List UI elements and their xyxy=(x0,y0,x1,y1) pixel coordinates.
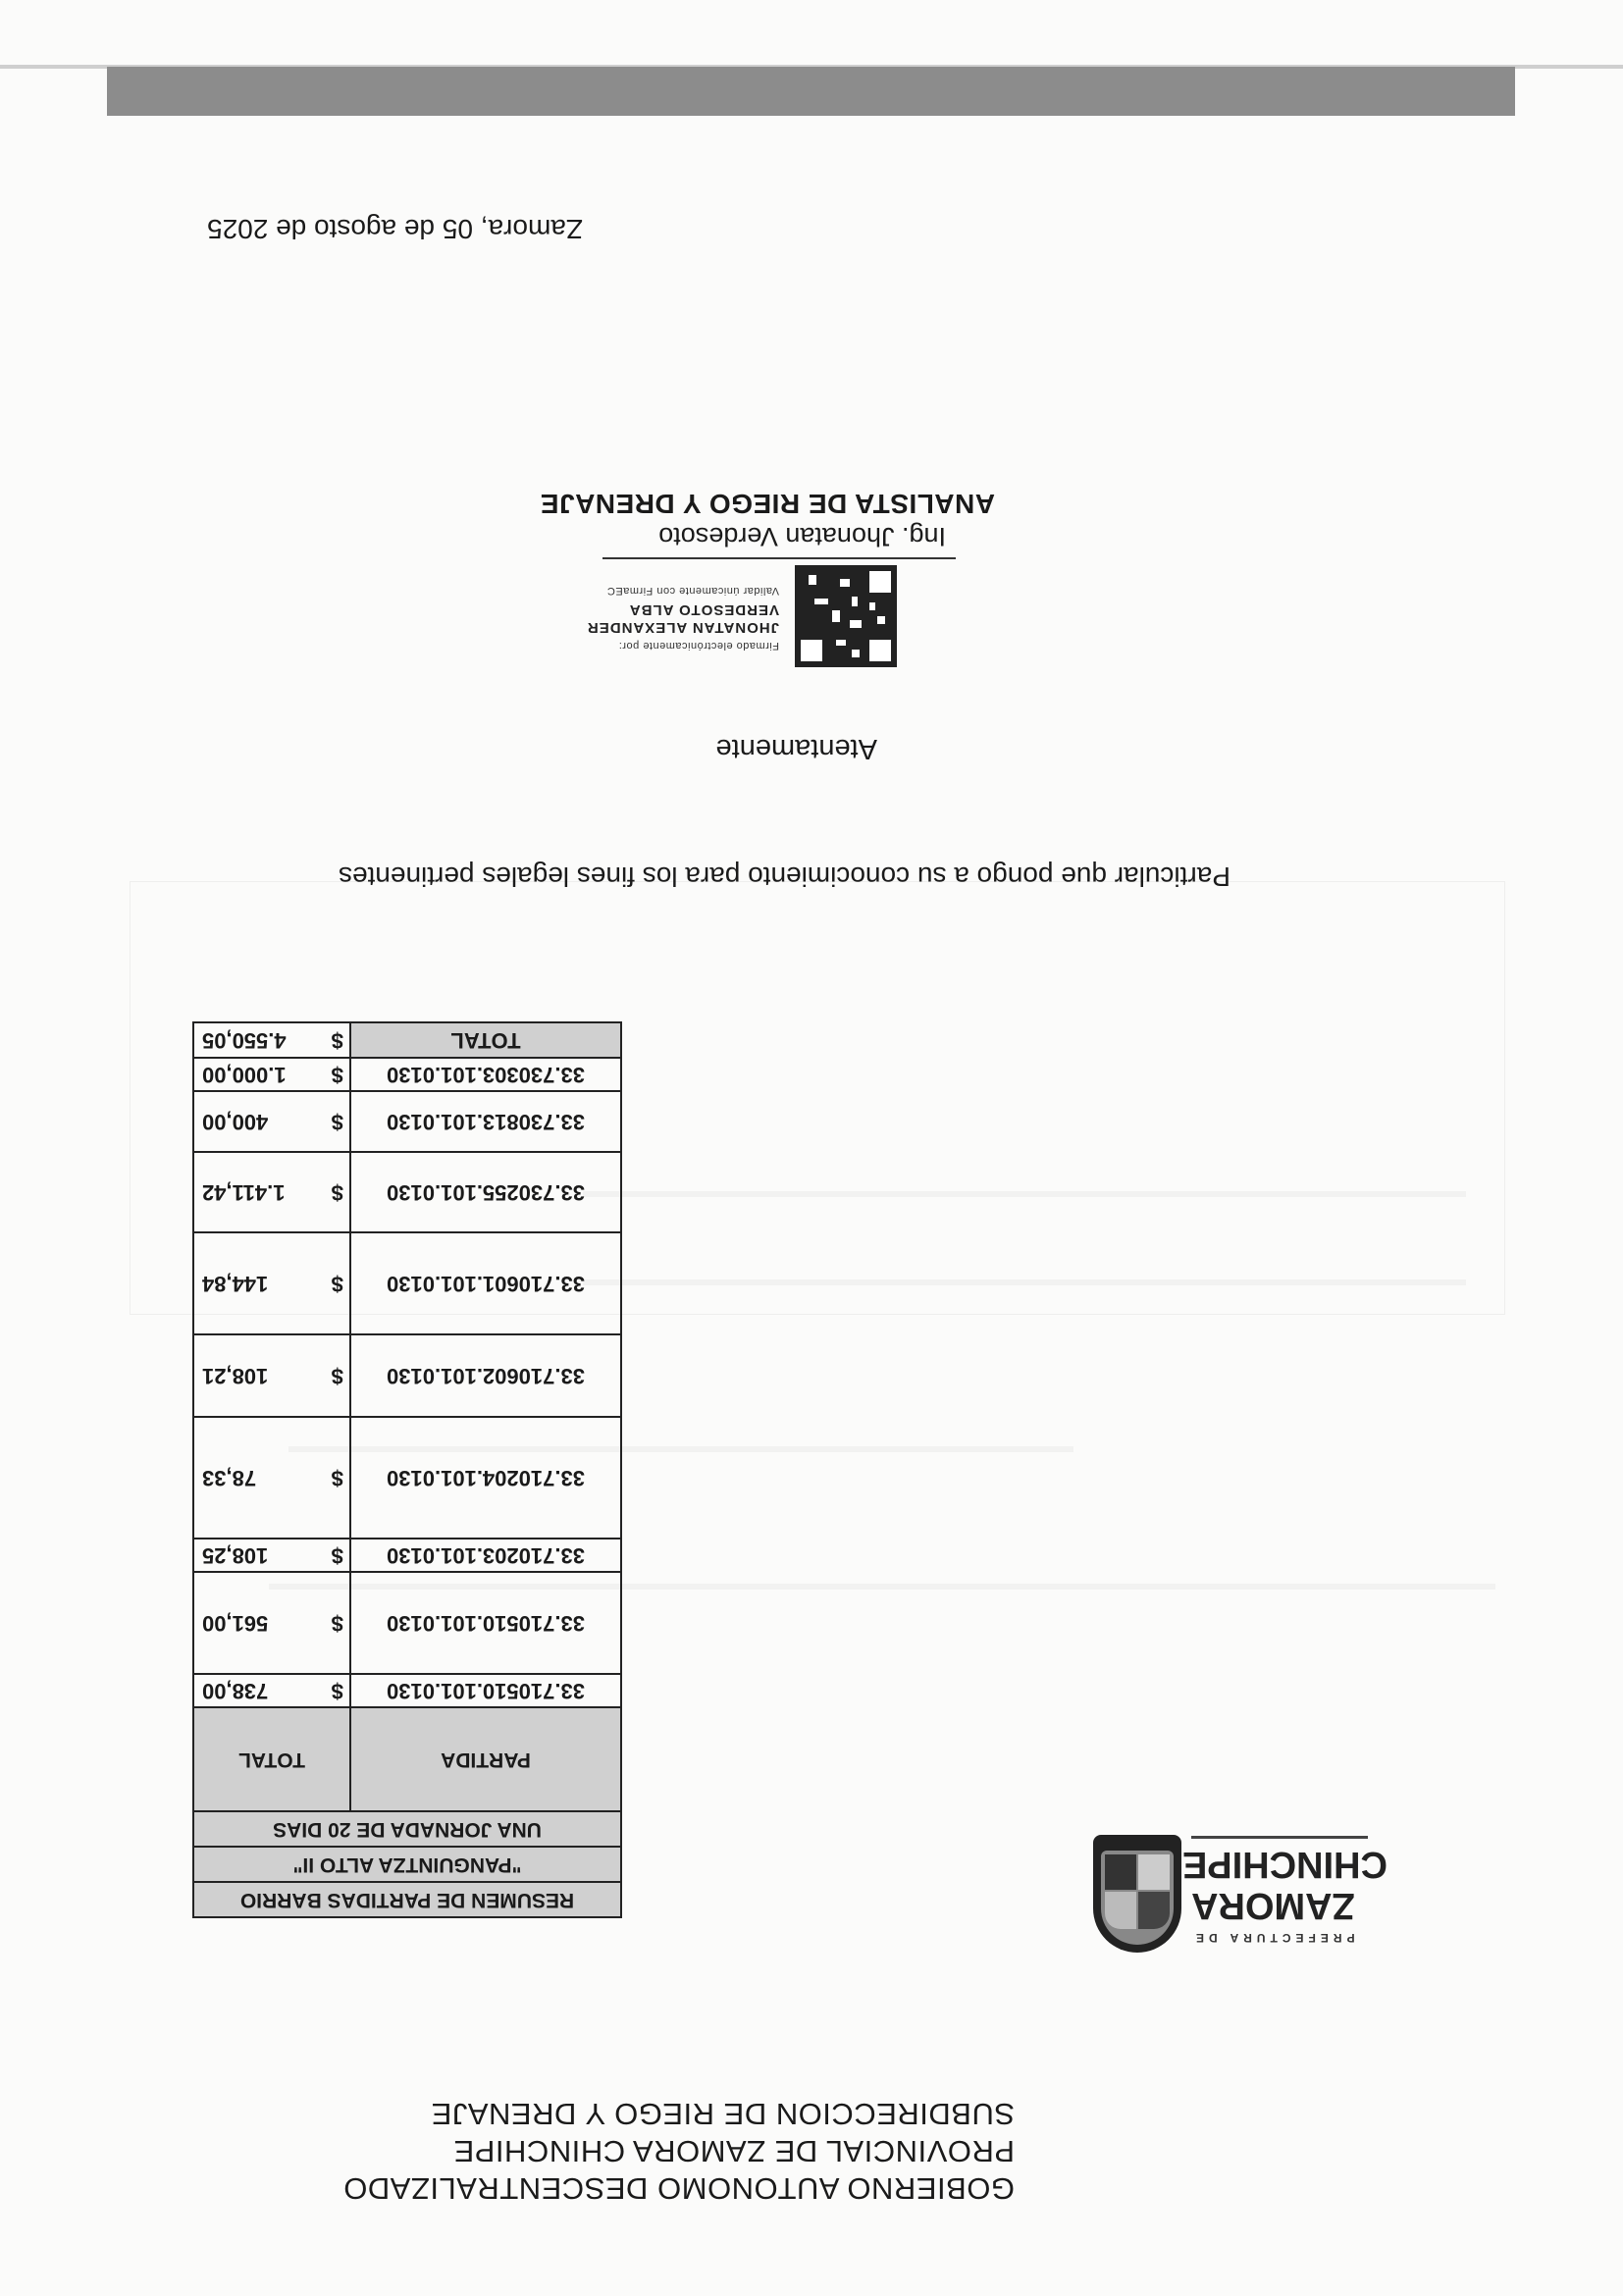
currency-cell: $ xyxy=(324,1572,350,1674)
header-line-2: PROVINCIAL DE ZAMORA CHINCHIPE xyxy=(453,2134,1015,2168)
currency-cell: $ xyxy=(324,1417,350,1539)
table-title-3: UNA JORNADA DE 20 DIAS xyxy=(193,1811,621,1847)
currency-cell: $ xyxy=(324,1674,350,1707)
table-row xyxy=(193,1417,621,1539)
logo-divider xyxy=(1191,1836,1368,1839)
bleed-through-line xyxy=(583,1191,1466,1197)
column-header-partida: PARTIDA xyxy=(350,1707,621,1811)
table-title-2: "PANGUINTZA ALTO II" xyxy=(193,1847,621,1882)
currency-cell: $ xyxy=(324,1152,350,1232)
signature-line xyxy=(602,557,956,559)
amount-cell: 561,00 xyxy=(193,1572,324,1674)
partida-cell: 33.710510.101.0130 xyxy=(350,1674,621,1707)
table-total-row xyxy=(193,1022,621,1058)
table-title-1: RESUMEN DE PARTIDAS BARRIO xyxy=(193,1882,621,1917)
amount-cell: 738,00 xyxy=(193,1674,324,1707)
footer-band xyxy=(107,67,1515,116)
currency-cell: $ xyxy=(324,1539,350,1572)
partida-cell: 33.710602.101.0130 xyxy=(350,1334,621,1417)
table-row xyxy=(193,1539,621,1572)
table-row xyxy=(193,1091,621,1152)
partida-cell: 33.710204.101.0130 xyxy=(350,1417,621,1539)
closing-salutation: Atentamente xyxy=(715,733,877,764)
table-row xyxy=(193,1674,621,1707)
signer-name: Ing. Jhonatan Verdesoto xyxy=(658,522,946,551)
logo-zamora: ZAMORA xyxy=(1191,1885,1355,1926)
currency-cell: $ xyxy=(324,1334,350,1417)
table-row xyxy=(193,1334,621,1417)
validate-label: Validar únicamente con FirmaEC xyxy=(606,585,779,597)
signature-qr-code xyxy=(795,565,897,667)
table-row xyxy=(193,1058,621,1091)
column-header-total: TOTAL xyxy=(193,1707,350,1811)
signer-title: ANALISTA DE RIEGO Y DRENAJE xyxy=(540,489,995,519)
coat-of-arms-icon xyxy=(1093,1835,1181,1962)
summary-table xyxy=(192,1021,622,1918)
total-value: 4.550,05 xyxy=(193,1022,324,1058)
table-row xyxy=(193,1572,621,1674)
partida-cell: 33.730813.101.0130 xyxy=(350,1091,621,1152)
total-label: TOTAL xyxy=(350,1022,621,1058)
signed-by-label: Firmado electrónicamente por: xyxy=(618,640,779,652)
currency-cell: $ xyxy=(324,1058,350,1091)
logo-chinchipe: CHINCHIPE xyxy=(1181,1844,1387,1885)
amount-cell: 1.411,42 xyxy=(193,1152,324,1232)
bleed-through-line xyxy=(583,1279,1466,1285)
currency-cell: $ xyxy=(324,1232,350,1334)
amount-cell: 400,00 xyxy=(193,1091,324,1152)
closing-paragraph: Particular que pongo a su conocimiento para los fines legales pertinentes xyxy=(338,861,1230,892)
amount-cell: 108,21 xyxy=(193,1334,324,1417)
signer-name-line-1: JHONATAN ALEXANDER xyxy=(586,619,779,636)
amount-cell: 108,25 xyxy=(193,1539,324,1572)
currency-cell: $ xyxy=(324,1022,350,1058)
partida-cell: 33.710601.101.0130 xyxy=(350,1232,621,1334)
partida-cell: 33.730303.101.0130 xyxy=(350,1058,621,1091)
partida-cell: 33.710510.101.0130 xyxy=(350,1572,621,1674)
amount-cell: 1.000,00 xyxy=(193,1058,324,1091)
partida-cell: 33.730255.101.0130 xyxy=(350,1152,621,1232)
partida-cell: 33.710203.101.0130 xyxy=(350,1539,621,1572)
currency-cell: $ xyxy=(324,1091,350,1152)
logo-prefix: PREFECTURA DE xyxy=(1191,1931,1355,1945)
table-row xyxy=(193,1152,621,1232)
document-date: Zamora, 05 de agosto de 2025 xyxy=(207,214,583,244)
amount-cell: 78,33 xyxy=(193,1417,324,1539)
prefectura-logo xyxy=(1093,1825,1387,1962)
amount-cell: 144,84 xyxy=(193,1232,324,1334)
header-line-1: GOBIERNO AUTONOMO DESCENTRALIZADO xyxy=(342,2171,1015,2206)
table-row xyxy=(193,1232,621,1334)
header-line-3: SUBDIRECCION DE RIEGO Y DRENAJE xyxy=(431,2097,1015,2131)
signer-name-line-2: VERDESOTO ALBA xyxy=(628,601,779,618)
